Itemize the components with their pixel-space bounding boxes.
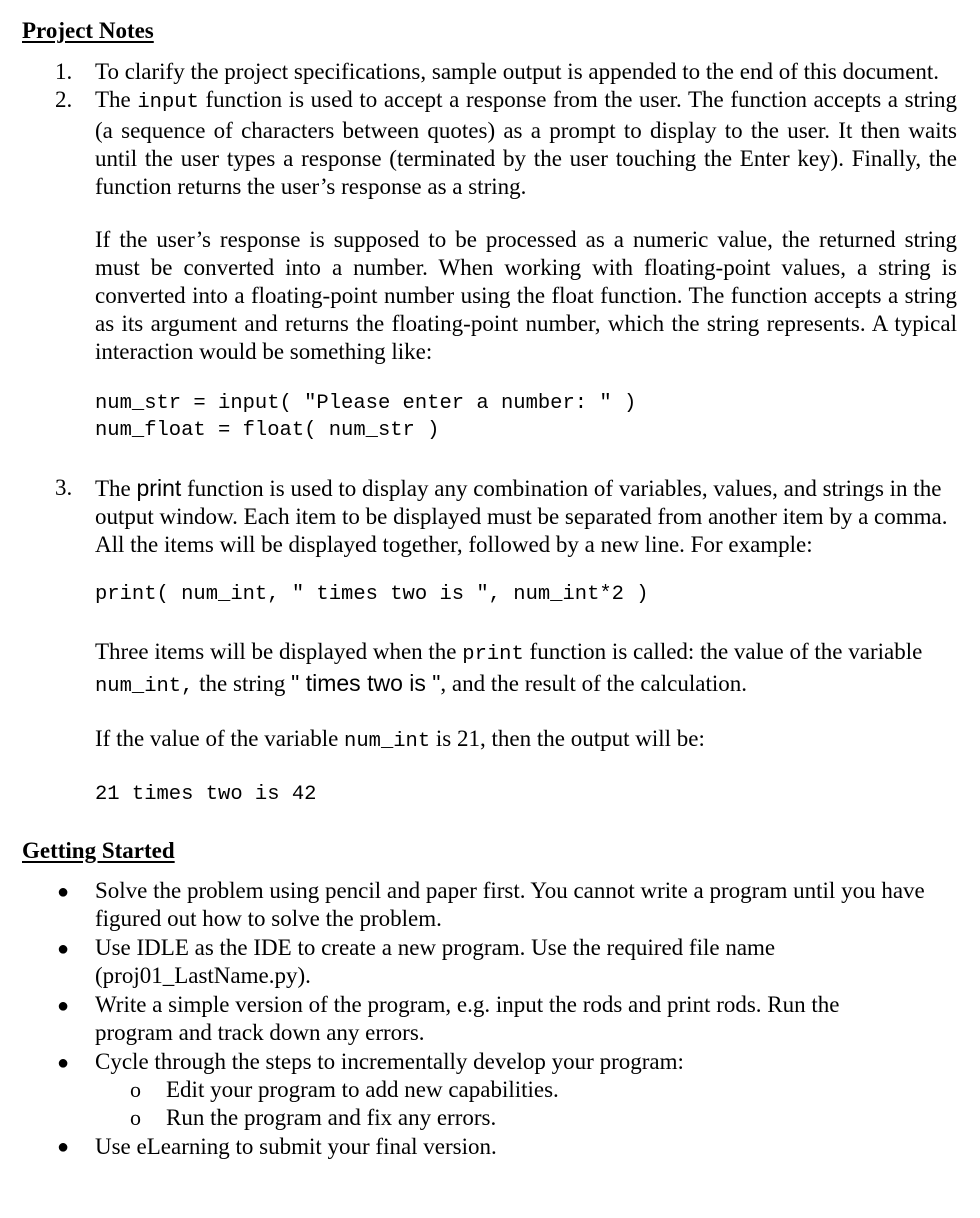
item-2-paragraph-2: If the user’s response is supposed to be processed as a numeric value, the returned string must be converted into a number. When working with floating-point values, a string is converted into a floating-point number using the float function. The function accepts a string as its argument and returns the floating-point number, which the string represents. A typical interaction would be something like: xyxy=(95,227,957,364)
project-notes-heading: Project Notes xyxy=(22,18,154,43)
text-span: function is used to accept a response from the user. The function accepts a string (a sequence of characters between quotes) as a prompt to display to the user. It then waits until the user types a response (terminated by the user touching the Enter key). Finally, the function returns the user’s response as a string. xyxy=(95,87,957,199)
bullet-icon: ● xyxy=(57,881,70,903)
code-line-input: num_str = input( "Please enter a number: " ) xyxy=(95,392,637,415)
bullet-icon: ● xyxy=(57,1136,70,1158)
getting-started-heading: Getting Started xyxy=(22,838,175,863)
item-3-paragraph-2 xyxy=(95,638,957,701)
text-span: The xyxy=(95,87,138,112)
text-span: Three items will be displayed when the xyxy=(95,639,463,664)
text-span: The xyxy=(95,476,137,501)
times-two-string: " times two is " xyxy=(291,670,441,696)
text-span: function is called: the value of the variable xyxy=(523,639,923,664)
text-span: the string xyxy=(193,671,292,696)
bullet-item-1: Solve the problem using pencil and paper first. You cannot write a program until you have figured out how to solve the problem. xyxy=(95,878,925,931)
item-2-number: 2. xyxy=(55,87,73,112)
input-code: input xyxy=(137,91,199,114)
item-3-number: 3. xyxy=(55,475,73,500)
item-1-number: 1. xyxy=(55,59,73,84)
code-line-float: num_float = float( num_str ) xyxy=(95,419,440,442)
text-span: If the value of the variable xyxy=(95,726,345,751)
item-3-paragraph-1 xyxy=(95,474,957,559)
bullet-item-2: Use IDLE as the IDE to create a new program. Use the required file name (proj01_LastName.py). xyxy=(95,935,776,988)
print-word: print xyxy=(136,475,182,501)
sub-bullet-item-2: Run the program and fix any errors. xyxy=(166,1105,497,1130)
sub-bullet-icon: o xyxy=(130,1077,141,1102)
output-line: 21 times two is 42 xyxy=(95,783,317,806)
item-1-text: To clarify the project specifications, sample output is appended to the end of this document. xyxy=(95,59,940,84)
bullet-item-4: Cycle through the steps to incrementally develop your program: xyxy=(95,1049,684,1074)
text-span: , and the result of the calculation. xyxy=(440,671,747,696)
text-span: is 21, then the output will be: xyxy=(430,726,705,751)
item-2-paragraph-1 xyxy=(95,86,957,201)
sub-bullet-item-1: Edit your program to add new capabilities. xyxy=(166,1077,559,1102)
print-code: print xyxy=(462,643,524,666)
bullet-icon: ● xyxy=(57,938,70,960)
num-int-code: num_int, xyxy=(95,675,194,698)
bullet-item-5: Use eLearning to submit your final version. xyxy=(95,1134,497,1159)
num-int-code: num_int xyxy=(344,730,431,753)
item-3-paragraph-3 xyxy=(95,725,957,756)
bullet-icon: ● xyxy=(57,1052,70,1074)
sub-bullet-icon: o xyxy=(130,1105,141,1130)
text-span: function is used to display any combination of variables, values, and strings in the output window. Each item to be displayed must be separated from another item by a comma. All the items will be displayed together, followed by a new line. For example: xyxy=(95,476,948,557)
code-line-print: print( num_int, " times two is ", num_int*2 ) xyxy=(95,583,649,606)
bullet-icon: ● xyxy=(57,995,70,1017)
bullet-item-3: Write a simple version of the program, e.g. input the rods and print rods. Run the program and track down any errors. xyxy=(95,992,840,1045)
